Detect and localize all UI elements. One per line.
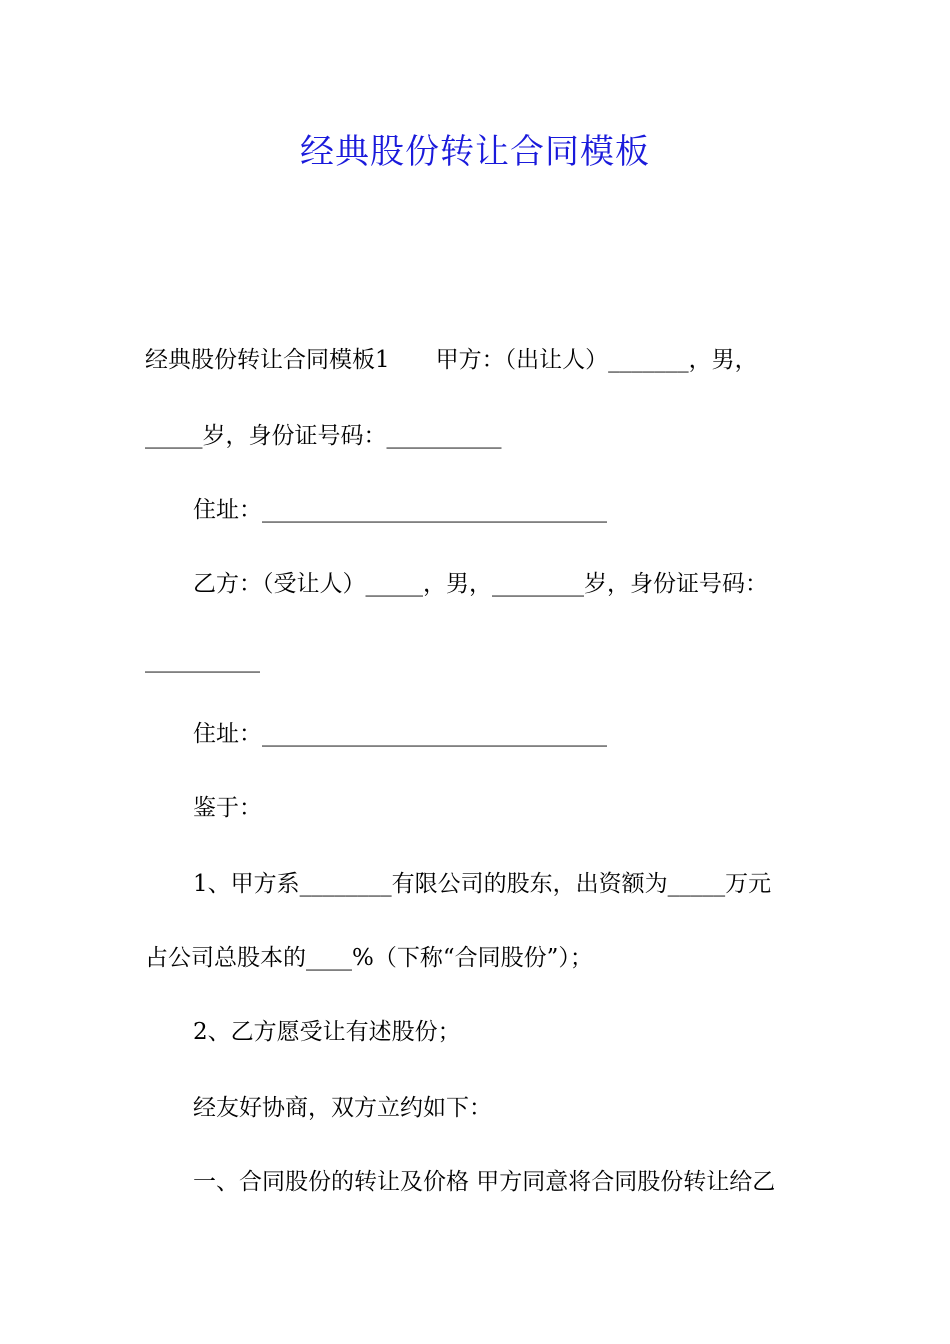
paragraph-line-6: 住址：______________________________ — [193, 721, 607, 747]
paragraph-line-9: 占公司总股本的____%（下称“合同股份”）； — [145, 945, 593, 971]
paragraph-line-11: 经友好协商，双方立约如下： — [193, 1095, 492, 1121]
paragraph-line-12: 一、合同股份的转让及价格 甲方同意将合同股份转让给乙 — [193, 1169, 776, 1195]
paragraph-line-3: 住址：______________________________ — [193, 497, 607, 523]
paragraph-line-1: 经典股份转让合同模板1 甲方：（出让人）_______，男， — [145, 347, 758, 373]
paragraph-line-8: 1、甲方系________有限公司的股东，出资额为_____万元 — [193, 871, 772, 897]
paragraph-line-7: 鉴于： — [193, 795, 262, 821]
paragraph-line-10: 2、乙方愿受让有述股份； — [193, 1019, 461, 1045]
document-title: 经典股份转让合同模板 — [300, 132, 650, 172]
paragraph-line-4: 乙方：（受让人）_____，男，________岁，身份证号码： — [193, 571, 768, 597]
paragraph-line-5: __________ — [145, 647, 260, 673]
paragraph-line-2: _____岁，身份证号码：__________ — [145, 423, 502, 449]
